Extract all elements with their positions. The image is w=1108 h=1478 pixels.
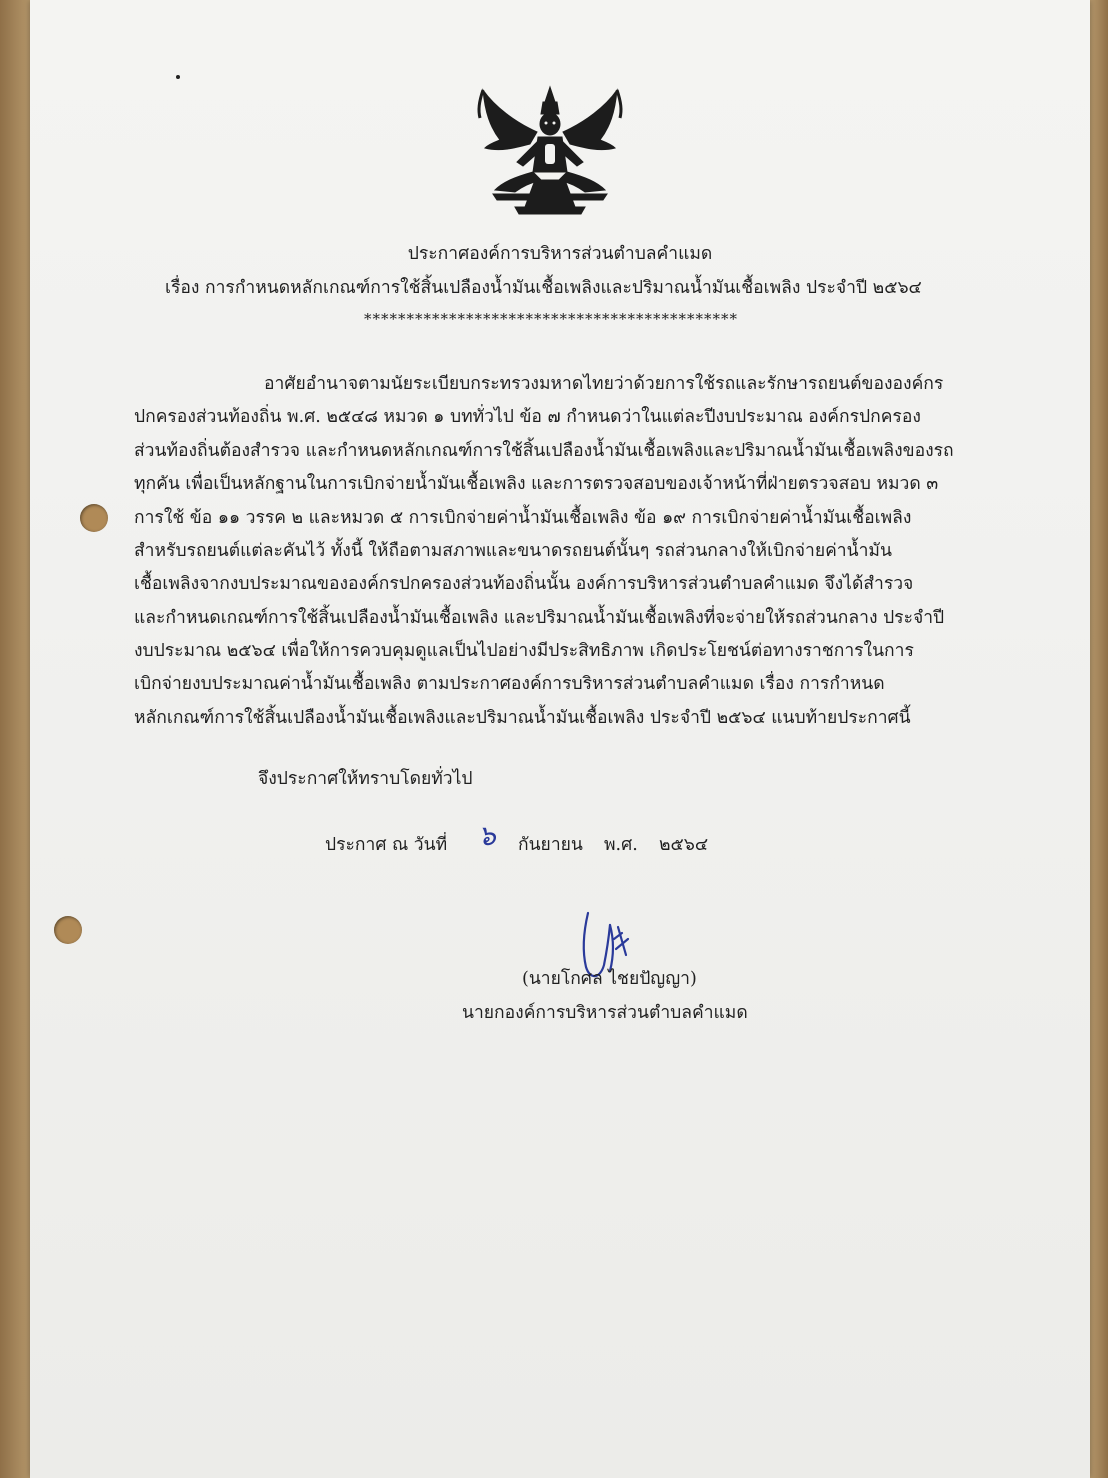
body-line-2: ปกครองส่วนท้องถิ่น พ.ศ. ๒๕๔๘ หมวด ๑ บททั่วไป ข้อ ๗ กำหนดว่าในแต่ละปีงบประมาณ องค์กรปกครอง [134,407,921,427]
body-line-1: อาศัยอำนาจตามนัยระเบียบกระทรวงมหาดไทยว่าด้วยการใช้รถและรักษารถยนต์ขององค์กร [264,374,944,394]
signer-title: นายกองค์การบริหารส่วนตำบลคำแมด [462,1003,748,1023]
body-line-4: ทุกคัน เพื่อเป็นหลักฐานในการเบิกจ่ายน้ำมันเชื้อเพลิง และการตรวจสอบของเจ้าหน้าที่ฝ่ายตรวจสอบ หมวด ๓ [134,474,939,494]
garuda-emblem-icon [475,82,625,222]
document-page [30,0,1090,1478]
date-prefix: ประกาศ ณ วันที่ [325,835,448,855]
punch-hole-upper [80,504,108,532]
punch-hole-lower [54,916,82,944]
announce-line: จึงประกาศให้ทราบโดยทั่วไป [258,769,473,789]
announcement-heading: ประกาศองค์การบริหารส่วนตำบลคำแมด [407,244,713,264]
body-line-10: เบิกจ่ายงบประมาณค่าน้ำมันเชื้อเพลิง ตามประกาศองค์การบริหารส่วนตำบลคำแมด เรื่อง การกำหนด [134,674,885,694]
paper-speck [176,75,180,79]
separator-stars: ******************************************** [364,310,738,328]
date-month: กันยายน [518,835,583,855]
date-era: พ.ศ. [604,835,638,855]
date-day-handwritten: ๖ [478,819,496,852]
body-line-8: และกำหนดเกณฑ์การใช้สิ้นเปลืองน้ำมันเชื้อเพลิง และปริมาณน้ำมันเชื้อเพลิงที่จะจ่ายให้รถส่วนกลาง ประจำปี [134,608,945,628]
date-year: ๒๕๖๔ [659,835,709,855]
body-line-3: ส่วนท้องถิ่นต้องสำรวจ และกำหนดหลักเกณฑ์การใช้สิ้นเปลืองน้ำมันเชื้อเพลิงและปริมาณน้ำมันเชื้อเพลิงของรถ [134,441,954,461]
body-line-11: หลักเกณฑ์การใช้สิ้นเปลืองน้ำมันเชื้อเพลิงและปริมาณน้ำมันเชื้อเพลิง ประจำปี ๒๕๖๔ แนบท้ายประกาศนี้ [134,708,911,728]
body-line-6: สำหรับรถยนต์แต่ละคันไว้ ทั้งนี้ ให้ถือตามสภาพและขนาดรถยนต์นั้นๆ รถส่วนกลางให้เบิกจ่ายค่าน้ำมัน [134,541,892,561]
subject-line: เรื่อง การกำหนดหลักเกณฑ์การใช้สิ้นเปลืองน้ำมันเชื้อเพลิงและปริมาณน้ำมันเชื้อเพลิง ประจำปี ๒๕๖๔ [165,278,922,298]
body-line-9: งบประมาณ ๒๕๖๔ เพื่อให้การควบคุมดูแลเป็นไปอย่างมีประสิทธิภาพ เกิดประโยชน์ต่อทางราชการในการ [134,641,914,661]
signer-name: (นายโกศล ไชยปัญญา) [522,969,697,989]
body-line-7: เชื้อเพลิงจากงบประมาณขององค์กรปกครองส่วนท้องถิ่นนั้น องค์การบริหารส่วนตำบลคำแมด จึงได้สำรวจ [134,574,914,594]
body-line-5: การใช้ ข้อ ๑๑ วรรค ๒ และหมวด ๕ การเบิกจ่ายค่าน้ำมันเชื้อเพลิง ข้อ ๑๙ การเบิกจ่ายค่าน้ำมันเชื้อเพลิง [134,508,912,528]
